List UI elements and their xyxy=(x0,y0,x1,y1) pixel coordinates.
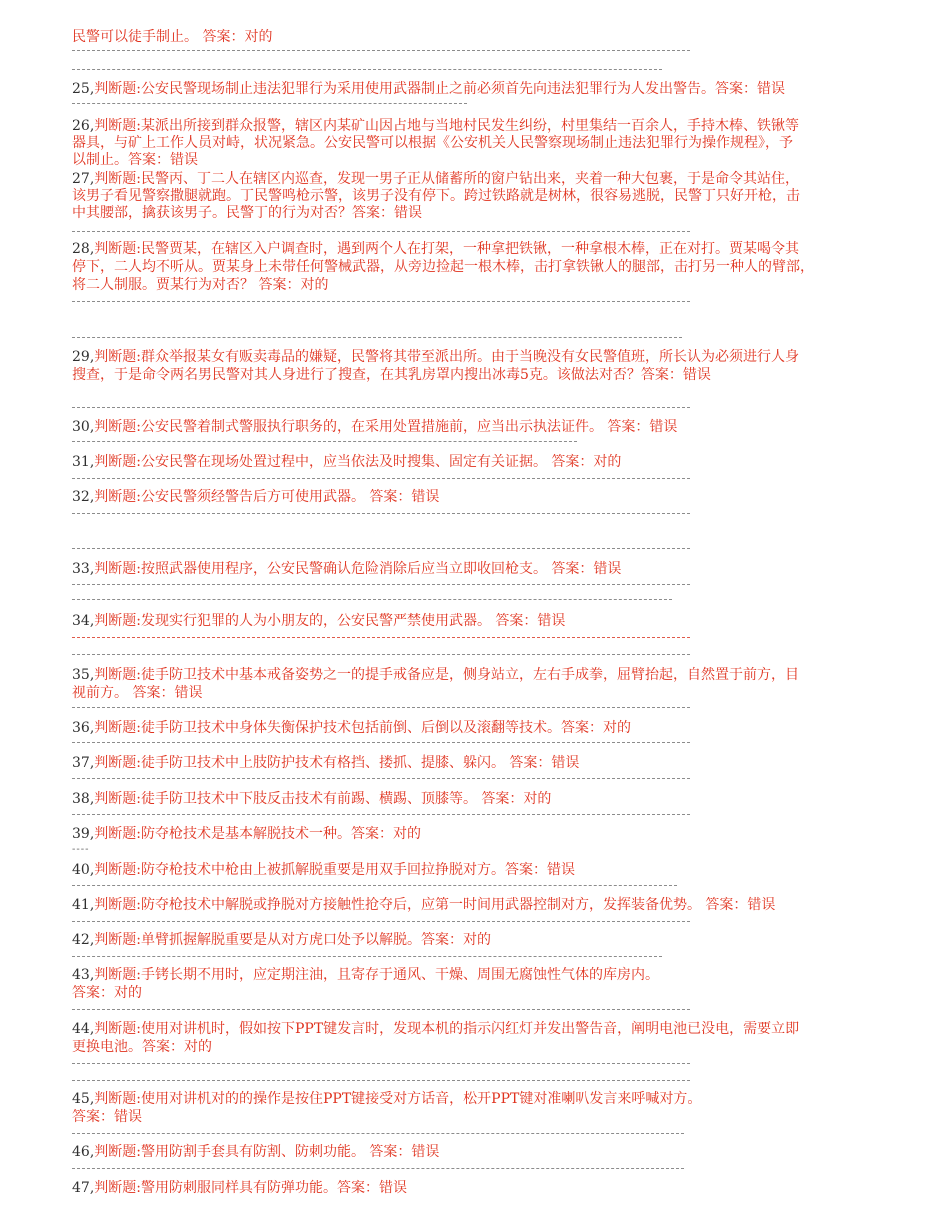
answer-line: 民警可以徒手制止。 答案：对的 xyxy=(72,29,273,45)
question-29: 29,判断题:群众举报某女有贩卖毒品的嫌疑，民警将其带至派出所。由于当晚没有女民警值班，所长认为必须进行人身 xyxy=(72,349,799,365)
question-25: 25,判断题:公安民警现场制止违法犯罪行为采用使用武器制止之前必须首先向违法犯罪行为人发出警告。答案：错误 xyxy=(72,81,785,97)
separator xyxy=(72,1009,690,1010)
separator xyxy=(72,50,690,51)
question-26: 26,判断题:某派出所接到群众报警，辖区内某矿山因占地与当地村民发生纠纷，村里集结一百余人，手持木棒、铁锹等 xyxy=(72,118,799,134)
question-44: 44,判断题:使用对讲机时，假如按下PPT键发言时，发现本机的指示闪红灯并发出警告音，阐明电池已没电，需要立即 xyxy=(72,1021,800,1037)
separator xyxy=(72,637,690,638)
separator xyxy=(72,778,690,779)
question-43-line-2: 答案：对的 xyxy=(72,985,142,1001)
separator xyxy=(72,337,682,338)
question-45-line-2: 答案：错误 xyxy=(72,1109,142,1125)
question-33: 33,判断题:按照武器使用程序，公安民警确认危险消除后应当立即收回枪支。 答案：错误 xyxy=(72,561,622,577)
question-44-line-2: 更换电池。答案：对的 xyxy=(72,1039,212,1055)
separator xyxy=(72,478,690,479)
separator xyxy=(72,707,690,708)
question-35-line-2: 视前方。 答案：错误 xyxy=(72,685,203,701)
separator xyxy=(72,742,690,743)
question-46: 46,判断题:警用防割手套具有防割、防刺功能。 答案：错误 xyxy=(72,1144,440,1160)
separator xyxy=(72,231,690,232)
separator xyxy=(72,956,662,957)
separator xyxy=(72,599,672,600)
separator xyxy=(72,885,677,886)
question-27-line-2: 该男子看见警察撒腿就跑。丁民警鸣枪示警，该男子没有停下。跨过铁路就是树林，很容易逃脱，民警丁只好开枪，击 xyxy=(72,188,800,204)
separator xyxy=(72,1168,684,1169)
question-27: 27,判断题:民警丙、丁二人在辖区内巡查，发现一男子正从储蓄所的窗户钻出来，夹着一种大包裹，于是命令其站住， xyxy=(72,171,799,187)
question-35: 35,判断题:徒手防卫技术中基本戒备姿势之一的提手戒备应是，侧身站立，左右手成拳，屈臂抬起，自然置于前方，目 xyxy=(72,667,799,683)
separator xyxy=(72,1080,690,1081)
question-42: 42,判断题:单臂抓握解脱重要是从对方虎口处予以解脱。答案：对的 xyxy=(72,932,491,948)
question-31: 31,判断题:公安民警在现场处置过程中，应当依法及时搜集、固定有关证据。 答案：对的 xyxy=(72,454,622,470)
separator xyxy=(72,103,467,104)
separator xyxy=(72,1063,690,1064)
separator xyxy=(72,654,690,655)
question-41: 41,判断题:防夺枪技术中解脱或挣脱对方接触性抢夺后，应第一时间用武器控制对方，发挥装备优势。 答案：错误 xyxy=(72,897,776,913)
question-47: 47,判断题:警用防刺服同样具有防弹功能。答案：错误 xyxy=(72,1180,407,1196)
separator xyxy=(72,407,690,408)
question-27-line-3: 中其腰部，擒获该男子。民警丁的行为对否？答案：错误 xyxy=(72,205,422,221)
short-separator: ---- xyxy=(72,844,90,855)
separator xyxy=(72,441,577,442)
question-28: 28,判断题:民警贾某，在辖区入户调查时，遇到两个人在打架，一种拿把铁锹，一种拿根木棒，正在对打。贾某喝令其 xyxy=(72,241,799,257)
question-37: 37,判断题:徒手防卫技术中上肢防护技术有格挡、搂抓、提膝、躲闪。 答案：错误 xyxy=(72,755,580,771)
question-26-line-2: 器具，与矿上工作人员对峙，状况紧急。公安民警可以根据《公安机关人民警察现场制止违法犯罪行为操作规程》，予 xyxy=(72,135,793,151)
separator xyxy=(72,513,690,514)
question-38: 38,判断题:徒手防卫技术中下肢反击技术有前踢、横踢、顶膝等。 答案：对的 xyxy=(72,791,552,807)
question-26-line-3: 以制止。答案：错误 xyxy=(72,152,198,168)
question-28-line-3: 将二人制服。贾某行为对否？ 答案：对的 xyxy=(72,277,329,293)
question-30: 30,判断题:公安民警着制式警服执行职务的，在采用处置措施前，应当出示执法证件。 答案：错误 xyxy=(72,419,678,435)
question-28-line-2: 停下，二人均不听从。贾某身上未带任何警械武器，从旁边捡起一根木棒，击打拿铁锹人的腿部，击打另一种人的臂部， xyxy=(72,259,814,275)
separator xyxy=(72,921,690,922)
separator xyxy=(72,69,662,70)
separator xyxy=(72,301,690,302)
separator xyxy=(72,814,690,815)
question-36: 36,判断题:徒手防卫技术中身体失衡保护技术包括前倒、后倒以及滚翻等技术。答案：对的 xyxy=(72,720,631,736)
question-32: 32,判断题:公安民警须经警告后方可使用武器。 答案：错误 xyxy=(72,489,440,505)
question-29-line-2: 搜查，于是命令两名男民警对其人身进行了搜查，在其乳房罩内搜出冰毒5克。该做法对否？答案：错误 xyxy=(72,367,711,383)
question-39: 39,判断题:防夺枪技术是基本解脱技术一种。答案：对的 xyxy=(72,826,421,842)
question-34: 34,判断题:发现实行犯罪的人为小朋友的，公安民警严禁使用武器。 答案：错误 xyxy=(72,613,566,629)
question-40: 40,判断题:防夺枪技术中枪由上被抓解脱重要是用双手回拉挣脱对方。答案：错误 xyxy=(72,862,575,878)
question-45: 45,判断题:使用对讲机对的的操作是按住PPT键接受对方话音，松开PPT键对准喇叭发言来呼喊对方。 xyxy=(72,1091,702,1107)
separator xyxy=(72,548,690,549)
separator xyxy=(72,1133,684,1134)
question-43: 43,判断题:手铐长期不用时，应定期注油，且寄存于通风、干燥、周围无腐蚀性气体的库房内。 xyxy=(72,967,659,983)
separator xyxy=(72,584,690,585)
